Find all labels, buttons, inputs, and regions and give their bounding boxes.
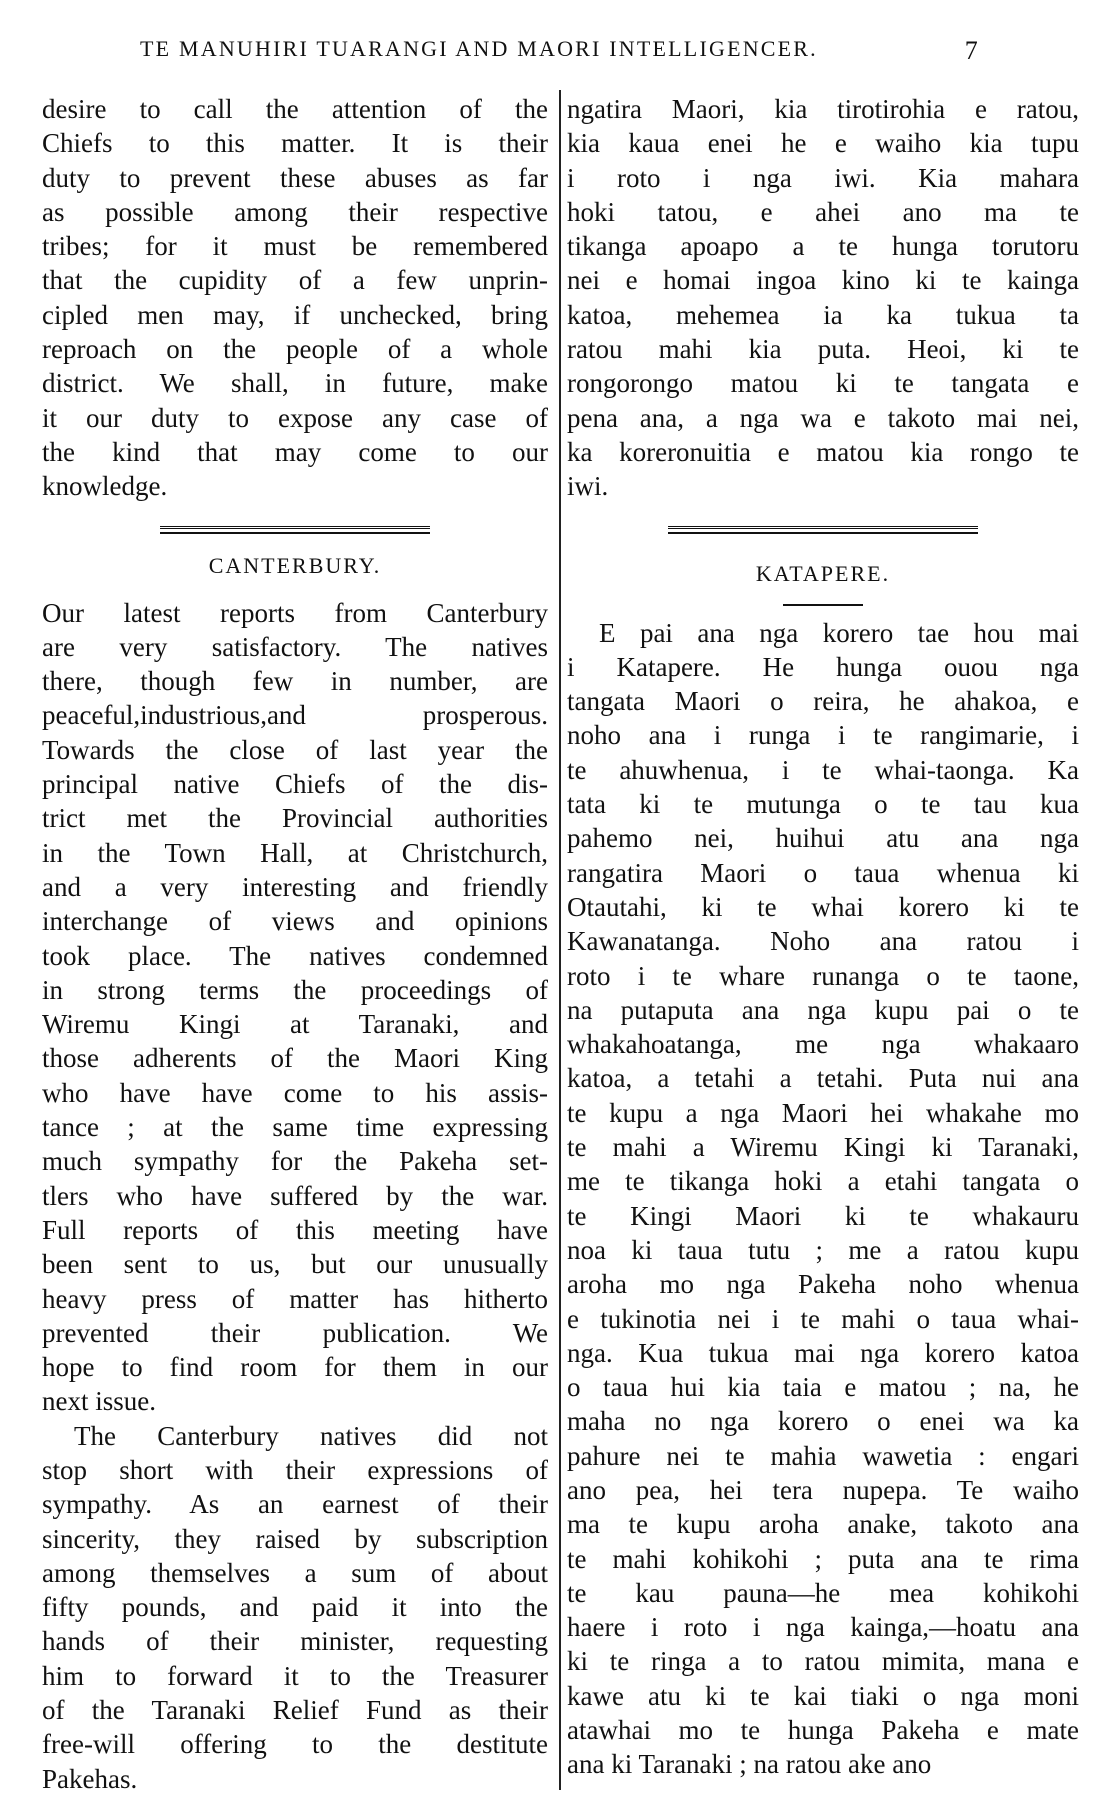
text-line: ana ki Taranaki ; na ratou ake ano: [567, 1749, 932, 1780]
maori-intro-paragraph: [567, 92, 1079, 504]
text-line: it our duty to expose any case of: [42, 402, 548, 433]
maori-column: [567, 92, 1079, 1782]
text-line: tangata Maori o reira, he ahakoa, e: [567, 686, 1079, 717]
text-line: me te tikanga hoki a etahi tangata o: [567, 1166, 1079, 1197]
text-line: noho ana i runga i te rangimarie, i: [567, 720, 1079, 751]
text-line: kawe atu ki te kai tiaki o nga moni: [567, 1680, 1079, 1711]
text-line: interchange of views and opinions: [42, 906, 548, 937]
text-line: peaceful,industrious,and prosperous.: [42, 700, 548, 731]
text-line: fifty pounds, and paid it into the: [42, 1592, 548, 1623]
text-line: trict met the Provincial authorities: [42, 803, 548, 834]
text-line: i Katapere. He hunga ouou nga: [567, 651, 1079, 682]
text-line: E pai ana nga korero tae hou mai: [599, 617, 1079, 648]
text-line: hope to find room for them in our: [42, 1352, 548, 1383]
text-line: among themselves a sum of about: [42, 1557, 548, 1588]
running-head: [130, 36, 980, 66]
text-line: sympathy. As an earnest of their: [42, 1489, 548, 1520]
text-line: ma te kupu aroha anake, takoto ana: [567, 1509, 1079, 1540]
text-line: pahemo nei, huihui atu ana nga: [567, 823, 1079, 854]
text-line: ratou mahi kia puta. Heoi, ki te: [567, 334, 1079, 365]
text-line: Chiefs to this matter. It is their: [42, 128, 548, 159]
katapere-paragraph: [567, 616, 1079, 1782]
text-line: Wiremu Kingi at Taranaki, and: [42, 1009, 548, 1040]
text-line: that the cupidity of a few unprin-: [42, 265, 548, 296]
text-line: the kind that may come to our: [42, 436, 548, 467]
section-heading-katapere: KATAPERE.: [755, 560, 891, 586]
text-line: prevented their publication. We: [42, 1317, 548, 1348]
text-line: Full reports of this meeting have: [42, 1214, 548, 1245]
text-line: Towards the close of last year the: [42, 734, 548, 765]
text-line: there, though few in number, are: [42, 666, 548, 697]
text-line: free-will offering to the destitute: [42, 1729, 548, 1760]
text-line: pena ana, a nga wa e takoto mai nei,: [567, 402, 1079, 433]
text-line: te Kingi Maori ki te whakauru: [567, 1200, 1079, 1231]
text-line: been sent to us, but our unusually: [42, 1249, 548, 1280]
text-line: haere i roto i nga kainga,—hoatu ana: [567, 1612, 1079, 1643]
text-line: o taua hui kia taia e matou ; na, he: [567, 1372, 1079, 1403]
text-line: te kupu a nga Maori hei whakahe mo: [567, 1097, 1079, 1128]
text-line: roto i te whare runanga o te taone,: [567, 960, 1079, 991]
text-line: aroha mo nga Pakeha noho whenua: [567, 1269, 1079, 1300]
text-line: tance ; at the same time expressing: [42, 1112, 548, 1143]
text-line: heavy press of matter has hitherto: [42, 1283, 548, 1314]
text-line: as possible among their respective: [42, 196, 548, 227]
text-line: maha no nga korero o enei wa ka: [567, 1406, 1079, 1437]
text-line: ano pea, hei tera nupepa. Te waiho: [567, 1474, 1079, 1505]
text-line: te ahuwhenua, i te whai-taonga. Ka: [567, 754, 1079, 785]
text-line: hoki tatou, e ahei ano ma te: [567, 196, 1079, 227]
text-line: those adherents of the Maori King: [42, 1043, 548, 1074]
text-line: knowledge.: [42, 471, 168, 502]
text-line: Pakehas.: [42, 1763, 138, 1794]
english-intro-paragraph: [42, 92, 548, 504]
text-line: kia kaua enei he e waiho kia tupu: [567, 128, 1079, 159]
column-divider: [559, 90, 561, 1790]
text-line: te mahi a Wiremu Kingi ki Taranaki,: [567, 1132, 1079, 1163]
section-rule: [668, 526, 978, 534]
text-line: tlers who have suffered by the war.: [42, 1180, 548, 1211]
page-number: 7: [964, 36, 980, 65]
section-heading-canterbury: CANTERBURY.: [208, 552, 382, 578]
canterbury-paragraph-1: [42, 596, 548, 1419]
text-line: him to forward it to the Treasurer: [42, 1660, 548, 1691]
text-line: na putaputa ana nga kupu pai o te: [567, 994, 1079, 1025]
text-line: iwi.: [567, 471, 609, 502]
text-line: noa ki taua tutu ; me a ratou kupu: [567, 1234, 1079, 1265]
text-line: nga. Kua tukua mai nga korero katoa: [567, 1337, 1079, 1368]
text-line: The Canterbury natives did not: [74, 1420, 548, 1451]
text-line: of the Taranaki Relief Fund as their: [42, 1695, 548, 1726]
text-line: district. We shall, in future, make: [42, 368, 548, 399]
text-line: rongorongo matou ki te tangata e: [567, 368, 1079, 399]
section-rule: [160, 526, 430, 534]
text-line: atawhai mo te hunga Pakeha e mate: [567, 1715, 1079, 1746]
text-line: took place. The natives condemned: [42, 940, 548, 971]
text-line: reproach on the people of a whole: [42, 334, 548, 365]
text-line: tikanga apoapo a te hunga torutoru: [567, 231, 1079, 262]
text-line: whakahoatanga, me nga whakaaro: [567, 1029, 1079, 1060]
text-line: e tukinotia nei i te mahi o taua whai-: [567, 1303, 1079, 1334]
text-line: ki te ringa a to ratou mimita, mana e: [567, 1646, 1079, 1677]
text-line: katoa, a tetahi a tetahi. Puta nui ana: [567, 1063, 1079, 1094]
text-line: katoa, mehemea ia ka tukua ta: [567, 299, 1079, 330]
text-line: te mahi kohikohi ; puta ana te rima: [567, 1543, 1079, 1574]
text-line: tata ki te mutunga o te tau kua: [567, 789, 1079, 820]
text-line: in strong terms the proceedings of: [42, 974, 548, 1005]
text-line: are very satisfactory. The natives: [42, 631, 548, 662]
newspaper-title: TE MANUHIRI TUARANGI AND MAORI INTELLIGENCER.: [140, 36, 818, 61]
text-line: Otautahi, ki te whai korero ki te: [567, 891, 1079, 922]
text-line: in the Town Hall, at Christchurch,: [42, 837, 548, 868]
text-line: much sympathy for the Pakeha set-: [42, 1146, 548, 1177]
text-line: duty to prevent these abuses as far: [42, 162, 548, 193]
text-line: tribes; for it must be remembered: [42, 231, 548, 262]
text-line: sincerity, they raised by subscription: [42, 1523, 548, 1554]
text-line: Kawanatanga. Noho ana ratou i: [567, 926, 1079, 957]
text-line: Our latest reports from Canterbury: [42, 597, 548, 628]
text-line: desire to call the attention of the: [42, 94, 548, 124]
canterbury-paragraph-2: [42, 1419, 548, 1796]
english-column: [42, 92, 548, 1796]
text-line: stop short with their expressions of: [42, 1454, 548, 1485]
short-rule: [783, 604, 863, 606]
text-line: i roto i nga iwi. Kia mahara: [567, 162, 1079, 193]
text-line: who have have come to his assis-: [42, 1077, 548, 1108]
text-line: ka koreronuitia e matou kia rongo te: [567, 436, 1079, 467]
text-line: rangatira Maori o taua whenua ki: [567, 857, 1079, 888]
text-line: principal native Chiefs of the dis-: [42, 769, 548, 800]
text-line: te kau pauna—he mea kohikohi: [567, 1577, 1079, 1608]
text-line: cipled men may, if unchecked, bring: [42, 299, 548, 330]
text-line: pahure nei te mahia wawetia : engari: [567, 1440, 1079, 1471]
text-line: hands of their minister, requesting: [42, 1626, 548, 1657]
text-line: nei e homai ingoa kino ki te kainga: [567, 265, 1079, 296]
text-line: ngatira Maori, kia tirotirohia e ratou,: [567, 94, 1079, 124]
text-line: next issue.: [42, 1386, 156, 1417]
text-line: and a very interesting and friendly: [42, 871, 548, 902]
